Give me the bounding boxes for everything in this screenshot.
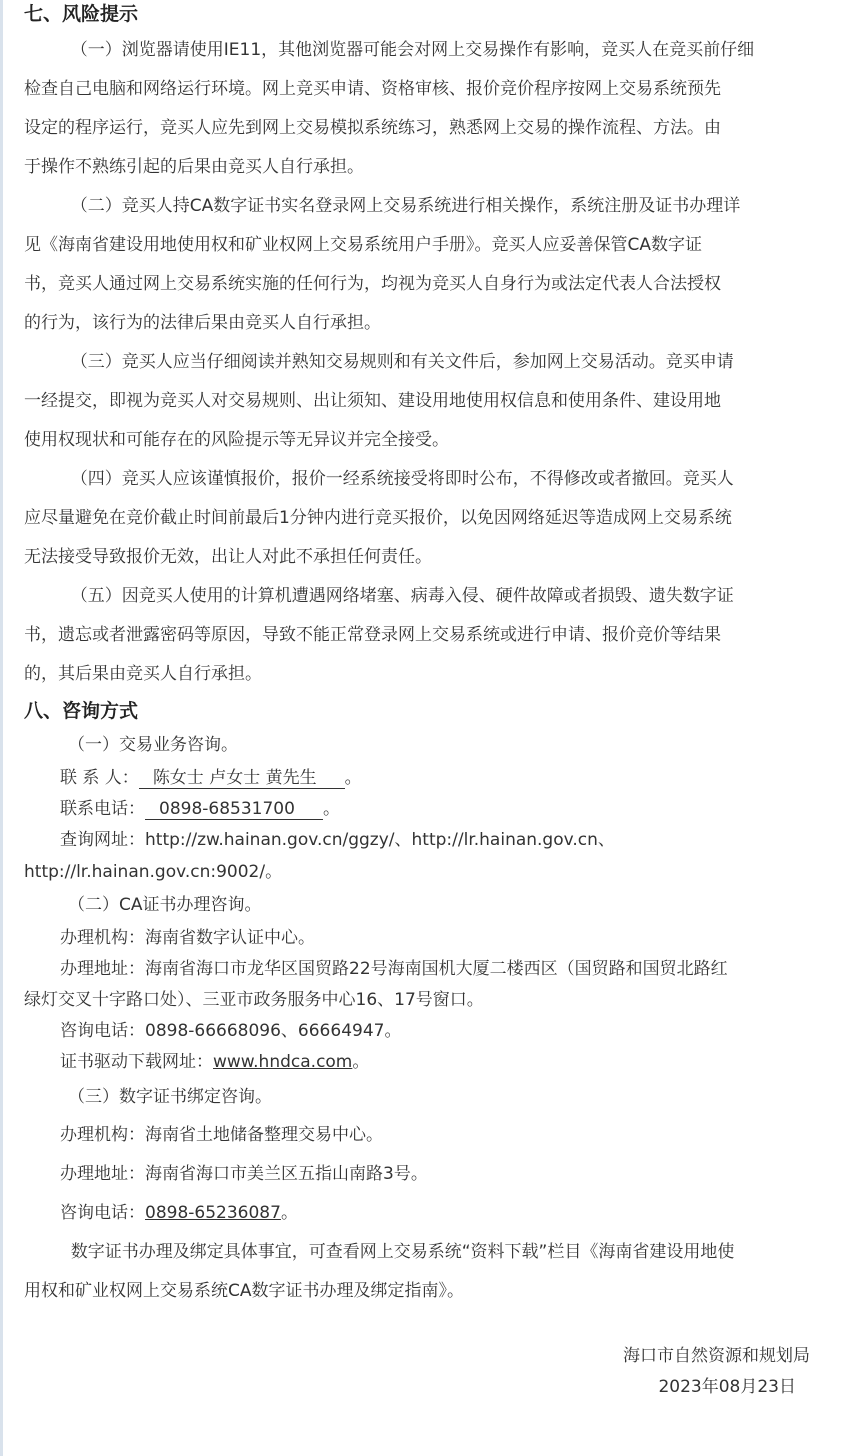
risk-item-1-line: 检查自己电脑和网络运行环境。网上竞买申请、资格审核、报价竞价程序按网上交易系统预先 [24, 79, 721, 99]
issue-date: 2023年08月23日 [658, 1377, 796, 1397]
risk-item-5-line: 的，其后果由竞买人自行承担。 [24, 664, 262, 684]
ca-phone: 咨询电话：0898-66668096、66664947。 [60, 1021, 402, 1041]
closing-note [24, 1233, 816, 1311]
bind-phone-value: 0898-65236087 [145, 1203, 281, 1223]
risk-item-3 [24, 343, 816, 460]
trade-contact-value: 陈女士 卢女士 黄先生 [139, 769, 345, 789]
risk-item-5-line: 书，遗忘或者泄露密码等原因，导致不能正常登录网上交易系统或进行申请、报价竞价等结果 [24, 625, 721, 645]
risk-item-1-line: 于操作不熟练引起的后果由竞买人自行承担。 [24, 157, 364, 177]
risk-item-2-line: 见《海南省建设用地使用权和矿业权网上交易系统用户手册》。竞买人应妥善保管CA数字证 [24, 235, 702, 255]
ca-download-row [24, 1046, 816, 1078]
section-7-title: 七、风险提示 [24, 3, 139, 25]
risk-item-2-line: 的行为，该行为的法律后果由竞买人自行承担。 [24, 313, 381, 333]
risk-item-3-line: 使用权现状和可能存在的风险提示等无异议并完全接受。 [24, 430, 449, 450]
trade-phone-row [24, 794, 816, 824]
ca-address-cont: 绿灯交叉十字路口处）、三亚市政务服务中心16、17号窗口。 [24, 990, 484, 1010]
trade-site-label: 查询网址： [60, 830, 145, 850]
trade-phone-label: 联系电话： [60, 799, 145, 819]
section-7-items [24, 31, 816, 694]
ca-consult [24, 888, 816, 1078]
ca-consult-heading: （二）CA证书办理咨询。 [68, 895, 262, 915]
risk-item-4-line: （四）竞买人应该谨慎报价，报价一经系统接受将即时公布，不得修改或者撤回。竞买人 [70, 469, 734, 489]
risk-item-2 [24, 187, 816, 343]
trade-contact-row [24, 762, 816, 794]
ca-download-end: 。 [352, 1052, 370, 1072]
bind-consult [24, 1078, 816, 1233]
closing-note-line: 数字证书办理及绑定具体事宜，可查看网上交易系统“资料下载”栏目《海南省建设用地使 [70, 1242, 735, 1262]
ca-download-label: 证书驱动下载网址： [60, 1052, 213, 1072]
trade-consult-heading: （一）交易业务咨询。 [68, 735, 238, 755]
ca-address: 办理地址：海南省海口市龙华区国贸路22号海南国机大厦二楼西区（国贸路和国贸北路红 [60, 959, 728, 979]
trade-consult [24, 728, 816, 888]
trade-site-value: http://zw.hainan.gov.cn/ggzy/、http://lr.hainan.gov.cn、 [145, 830, 615, 850]
risk-item-5-line: （五）因竞买人使用的计算机遭遇网络堵塞、病毒入侵、硬件故障或者损毁、遗失数字证 [70, 586, 734, 606]
trade-contact-end: 。 [344, 768, 362, 788]
trade-phone-value: 0898-68531700 [145, 800, 323, 820]
trade-contact-label: 联 系 人： [60, 768, 139, 788]
ca-download-link[interactable]: www.hndca.com [213, 1052, 353, 1072]
risk-item-4 [24, 460, 816, 577]
bind-consult-heading: （三）数字证书绑定咨询。 [68, 1087, 272, 1107]
closing-note-line: 用权和矿业权网上交易系统CA数字证书办理及绑定指南》。 [24, 1281, 464, 1301]
risk-item-2-line: 书，竞买人通过网上交易系统实施的任何行为，均视为竞买人自身行为或法定代表人合法授权 [24, 274, 721, 294]
risk-item-4-line: 应尽量避免在竞价截止时间前最后1分钟内进行竞买报价，以免因网络延迟等造成网上交易系统 [24, 508, 732, 528]
risk-item-5 [24, 577, 816, 694]
section-8-title: 八、咨询方式 [24, 700, 139, 722]
bind-phone-label: 咨询电话： [60, 1203, 145, 1223]
trade-phone-end: 。 [322, 799, 340, 819]
trade-site-row-cont: http://lr.hainan.gov.cn:9002/。 [24, 862, 283, 882]
issuer-name: 海口市自然资源和规划局 [623, 1346, 810, 1366]
risk-item-2-line: （二）竞买人持CA数字证书实名登录网上交易系统进行相关操作，系统注册及证书办理详 [70, 196, 741, 216]
risk-item-3-line: 一经提交，即视为竞买人对交易规则、出让须知、建设用地使用权信息和使用条件、建设用地 [24, 391, 721, 411]
risk-item-1-line: （一）浏览器请使用IE11，其他浏览器可能会对网上交易操作有影响，竞买人在竞买前仔细 [70, 40, 755, 60]
trade-site-row [24, 824, 816, 856]
bind-phone-end: 。 [280, 1203, 298, 1223]
bind-phone-row [24, 1194, 816, 1233]
bind-org: 办理机构：海南省土地储备整理交易中心。 [60, 1125, 383, 1145]
announcement-body [24, 0, 816, 1311]
ca-org: 办理机构：海南省数字认证中心。 [60, 928, 315, 948]
bind-address: 办理地址：海南省海口市美兰区五指山南路3号。 [60, 1164, 428, 1184]
risk-item-1 [24, 31, 816, 187]
risk-item-3-line: （三）竞买人应当仔细阅读并熟知交易规则和有关文件后，参加网上交易活动。竞买申请 [70, 352, 734, 372]
risk-item-1-line: 设定的程序运行，竞买人应先到网上交易模拟系统练习，熟悉网上交易的操作流程、方法。由 [24, 118, 721, 138]
risk-item-4-line: 无法接受导致报价无效，出让人对此不承担任何责任。 [24, 547, 432, 567]
